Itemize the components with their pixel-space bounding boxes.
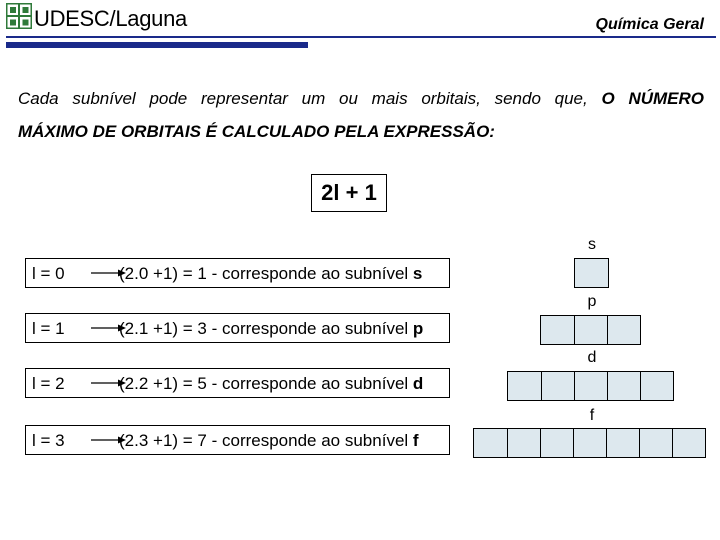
formula-box: 2l + 1 — [311, 174, 387, 212]
equation-row — [25, 313, 450, 343]
subshell-letter: f — [412, 431, 419, 450]
equation-text — [119, 431, 419, 451]
intro-emphasis: O NÚMERO — [601, 89, 705, 108]
l-value: l = 2 — [32, 374, 65, 393]
orbital-box — [607, 315, 641, 345]
orbital-label-s: s — [588, 236, 596, 253]
orbital-box — [541, 371, 575, 401]
brand-name: UDESC/Laguna — [34, 6, 187, 31]
equation-expression: (2.0 +1) = 1 - corresponde ao subnível — [119, 264, 413, 283]
orbital-box — [574, 371, 608, 401]
equation-text — [119, 319, 423, 339]
orbital-box — [606, 428, 640, 458]
udesc-logo-icon — [6, 3, 32, 29]
equation-expression: (2.3 +1) = 7 - corresponde ao subnível — [119, 431, 413, 450]
equation-text — [119, 264, 422, 284]
header-title: Química Geral — [595, 16, 704, 33]
intro-line-2: MÁXIMO DE ORBITAIS É CALCULADO PELA EXPRESSÃO: — [18, 122, 495, 141]
intro-paragraph — [18, 82, 704, 148]
subshell-letter: d — [412, 374, 424, 393]
intro-text: Cada subnível pode representar um ou mais orbitais, sendo que, — [18, 89, 602, 108]
intro-line-1 — [18, 82, 704, 115]
orbital-box — [640, 371, 674, 401]
subshell-letter: s — [412, 264, 423, 283]
subshell-letter: p — [412, 319, 424, 338]
orbital-label-f: f — [589, 407, 595, 424]
equation-row — [25, 368, 450, 398]
header-accent-bar — [6, 42, 308, 48]
orbital-box — [540, 315, 575, 345]
equation-text — [119, 374, 423, 394]
orbital-box — [473, 428, 508, 458]
l-value: l = 3 — [32, 431, 65, 450]
orbital-box — [507, 371, 542, 401]
equation-expression: (2.2 +1) = 5 - corresponde ao subnível — [119, 374, 413, 393]
orbital-box — [672, 428, 706, 458]
orbital-row-f — [473, 428, 706, 458]
orbital-box — [574, 315, 608, 345]
orbital-row-p — [540, 315, 641, 345]
orbital-box — [639, 428, 673, 458]
orbital-box — [607, 371, 641, 401]
l-value: l = 1 — [32, 319, 65, 338]
orbital-box — [507, 428, 541, 458]
equation-row — [25, 258, 450, 288]
orbital-box — [540, 428, 574, 458]
header-divider — [6, 36, 716, 38]
orbital-label-d: d — [587, 349, 597, 366]
orbital-row-d — [507, 371, 674, 401]
orbital-box — [573, 428, 607, 458]
orbital-row-s — [574, 258, 609, 288]
l-value: l = 0 — [32, 264, 65, 283]
equation-row — [25, 425, 450, 455]
equation-expression: (2.1 +1) = 3 - corresponde ao subnível — [119, 319, 413, 338]
orbital-box — [574, 258, 609, 288]
orbital-label-p: p — [587, 293, 597, 310]
